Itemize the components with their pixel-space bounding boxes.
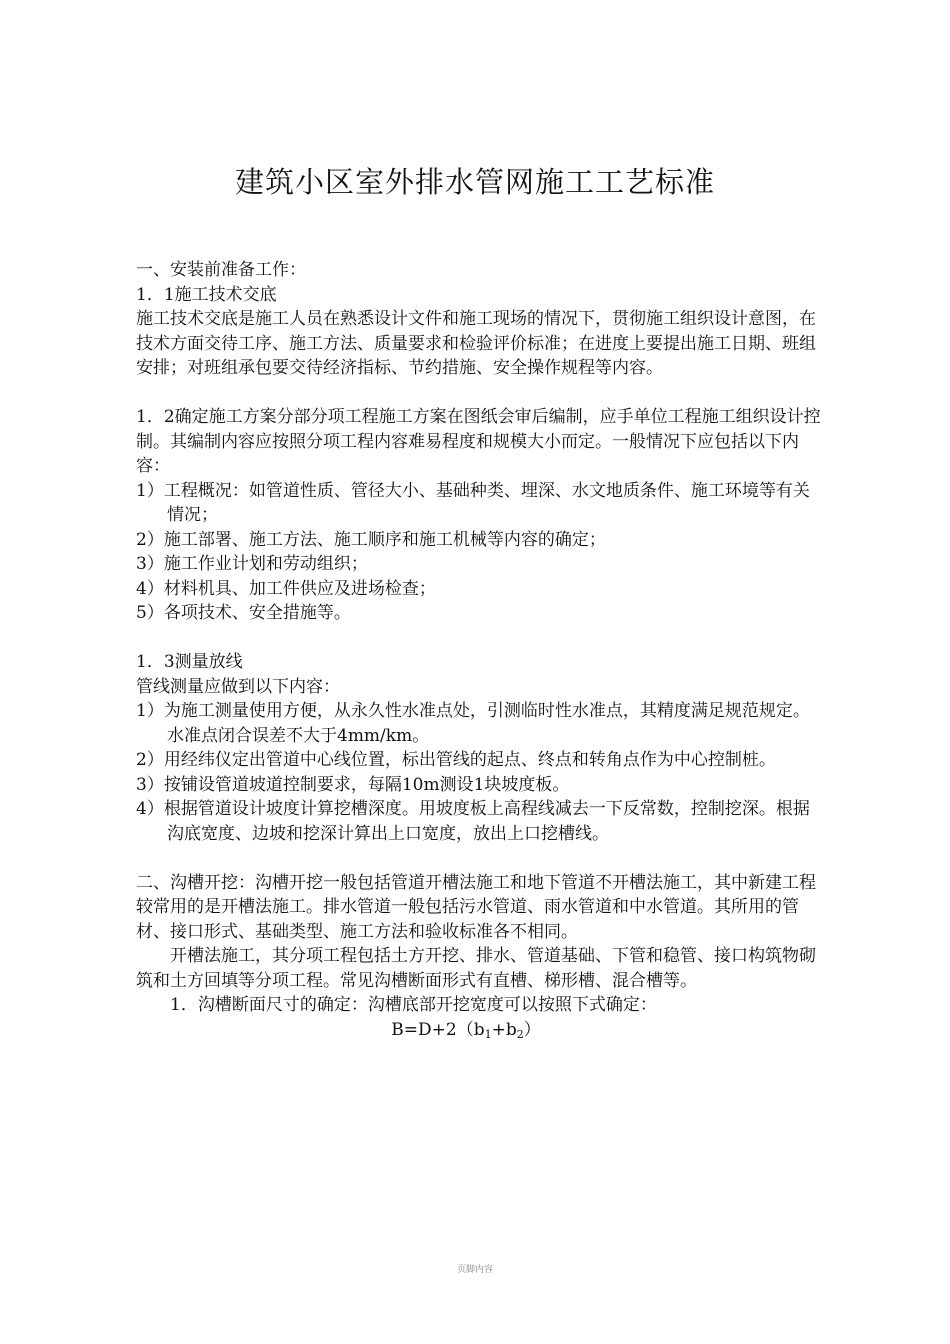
section-2-subheading: 1．沟槽断面尺寸的确定：沟槽底部开挖宽度可以按照下式确定： [170, 995, 657, 1015]
paragraph-gap [136, 846, 826, 871]
paragraph-gap [136, 626, 826, 651]
list-item: 4）根据管道设计坡度计算挖槽深度。用坡度板上高程线减去一下反常数，控制挖深。根据沟底宽度、边坡和挖深计算出上口宽度，放出上口挖槽线。 [136, 799, 810, 844]
list-item: 2）用经纬仪定出管道中心线位置，标出管线的起点、终点和转角点作为中心控制桩。 [136, 750, 776, 770]
list-item: 4）材料机具、加工件供应及进场检查； [136, 578, 436, 599]
formula-subscript: 1 [484, 1027, 492, 1041]
list-item: 3）按铺设管道坡道控制要求，每隔10m测设1块坡度板。 [136, 774, 570, 795]
formula-plus: +b [491, 1019, 517, 1040]
list-item: 2）施工部署、施工方法、施工顺序和施工机械等内容的确定； [136, 529, 606, 550]
section-2-paragraph: 开槽法施工，其分项工程包括土方开挖、排水、管道基础、下管和稳管、接口构筑物砌筑和土方回填等分项工程。常见沟槽断面形式有直槽、梯形槽、混合槽等。 [136, 946, 816, 991]
list-item: 3）施工作业计划和劳动组织； [136, 554, 368, 574]
section-2-paragraph: 二、沟槽开挖：沟槽开挖一般包括管道开槽法施工和地下管道不开槽法施工，其中新建工程较常用的是开槽法施工。排水管道一般包括污水管道、雨水管道和中水管道。其所用的管材、接口形式、基础类型、施工方法和验收标准各不相同。 [136, 872, 816, 942]
section-1-1-text: 施工技术交底是施工人员在熟悉设计文件和施工现场的情况下，贯彻施工组织设计意图，在技术方面交待工序、施工方法、质量要求和检验评价标准；在进度上要提出施工日期、班组安排；对班组承包要交待经济指标、节约措施、安全操作规程等内容。 [136, 309, 816, 378]
document-body [136, 258, 826, 1047]
section-1-1-heading: 1．1施工技术交底 [136, 284, 277, 305]
section-1-3-heading: 1．3测量放线 [136, 652, 243, 672]
list-item: 1）工程概况：如管道性质、管径大小、基础种类、埋深、水文地质条件、施工环境等有关情况； [136, 480, 810, 525]
formula-main: B=D+2（b [391, 1019, 485, 1040]
list-item: 1）为施工测量使用方便，从永久性水准点处，引测临时性水准点，其精度满足规范规定。水准点闭合误差不大于4mm/km。 [136, 701, 810, 746]
formula-close: ） [523, 1019, 541, 1040]
formula-subscript: 2 [516, 1027, 524, 1041]
section-1-heading: 一、安装前准备工作： [136, 260, 306, 280]
document-title: 建筑小区室外排水管网施工工艺标准 [234, 165, 715, 199]
section-1-2-text: 1．2确定施工方案分部分项工程施工方案在图纸会审后编制，应手单位工程施工组织设计控制。其编制内容应按照分项工程内容难易程度和规模大小而定。一般情况下应包括以下内容： [136, 407, 821, 476]
list-item: 5）各项技术、安全措施等。 [136, 603, 351, 623]
page-footer: 页脚内容 [456, 1265, 493, 1275]
section-1-3-intro: 管线测量应做到以下内容： [136, 676, 340, 697]
width-formula [136, 1018, 826, 1048]
paragraph-gap [136, 381, 826, 406]
